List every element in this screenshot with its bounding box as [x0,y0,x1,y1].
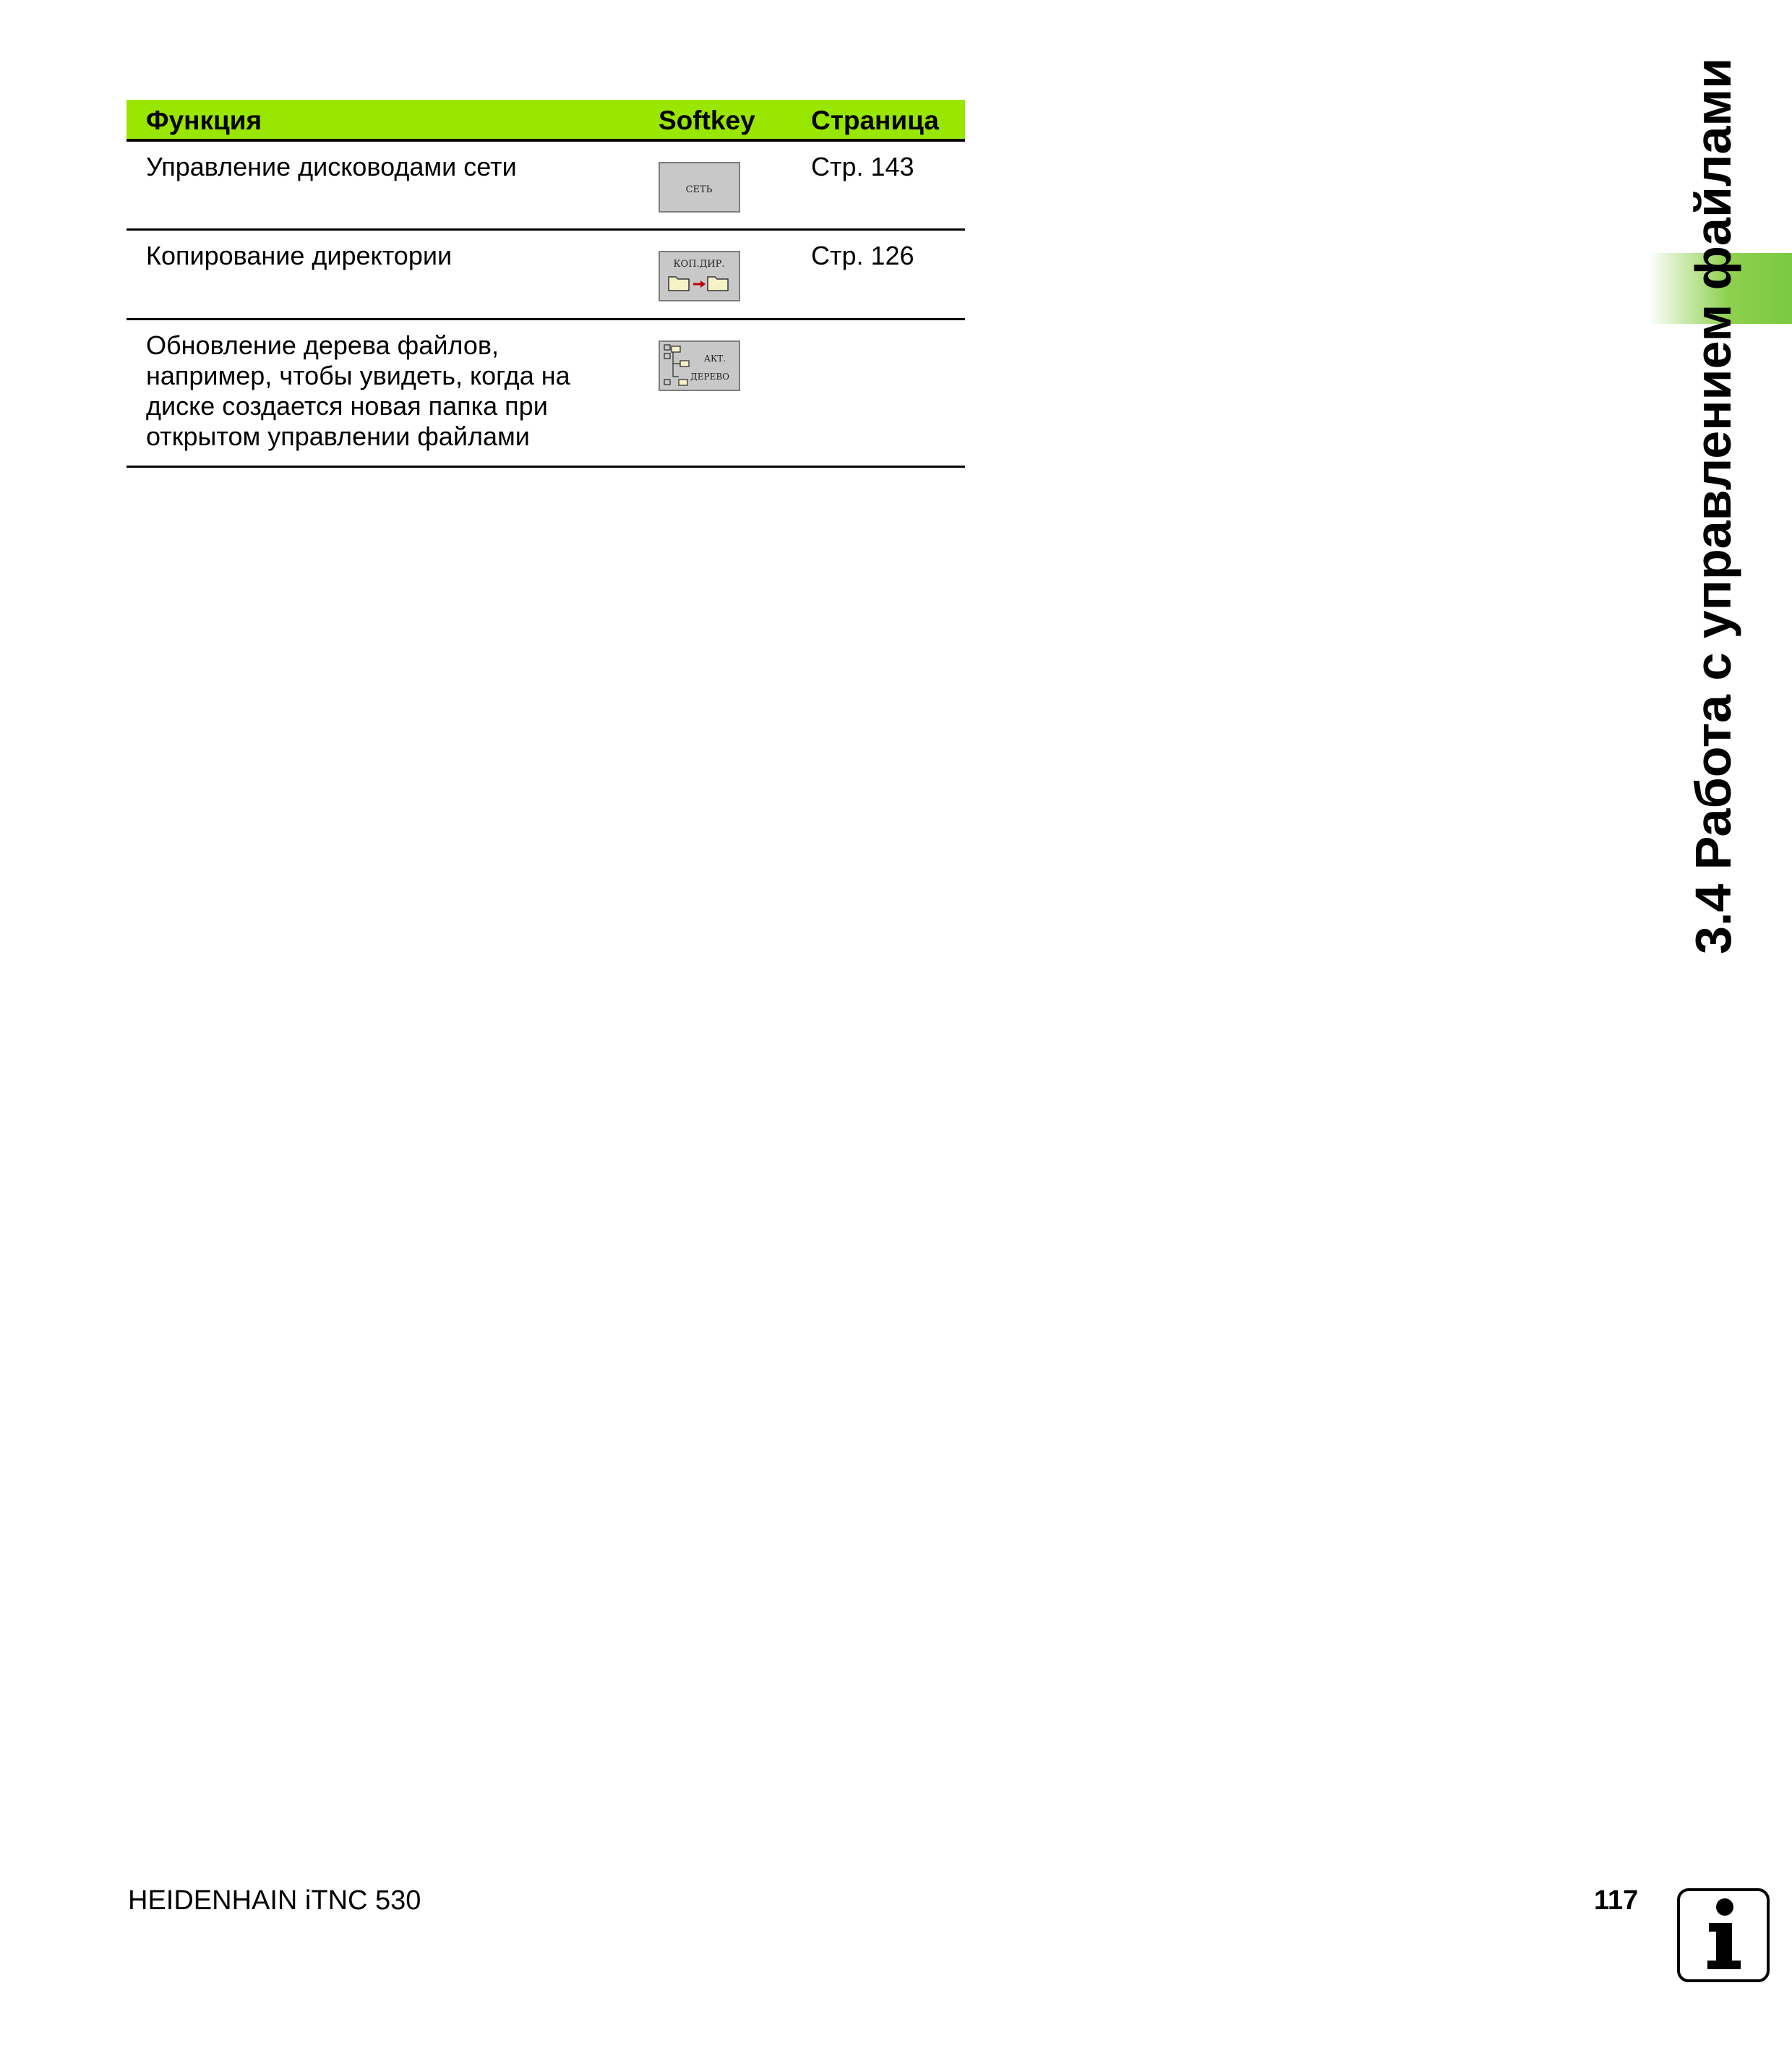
softkey-label: КОП.ДИР. [673,259,725,270]
header-function: Функция [146,106,262,135]
softkey-update-tree-button[interactable] [659,340,740,391]
footer-page-number: 117 [1594,1885,1639,1916]
footer-product: HEIDENHAIN iTNC 530 [128,1885,421,1916]
header-softkey: Softkey [659,106,755,135]
function-text: Обновление дерева файлов, например, чтобы увидеть, когда на диске создается новая папка при открытом управлении файлами [146,330,570,451]
folder-copy-icon [669,277,728,291]
softkey-label: АКТ. [703,354,726,364]
page-ref: Стр. 126 [811,241,914,270]
folder-tree-icon [664,345,689,385]
function-text: Копирование директории [146,241,453,270]
header-page: Страница [811,106,939,135]
function-table [127,100,965,468]
page-ref: Стр. 143 [811,152,914,181]
softkey-label: СЕТЬ [685,184,713,195]
table-row [127,320,965,468]
table-row [127,231,965,320]
function-text: Управление дисководами сети [146,152,517,181]
softkey-copy-dir-button[interactable] [659,251,740,301]
table-row [127,142,965,231]
chapter-side-title: 3.4 Работа с управлением файлами [1685,57,1741,954]
table-header [127,100,965,142]
info-icon [1677,1888,1770,1982]
softkey-label: ДЕРЕВО [690,372,730,382]
softkey-network-button[interactable] [659,162,740,213]
